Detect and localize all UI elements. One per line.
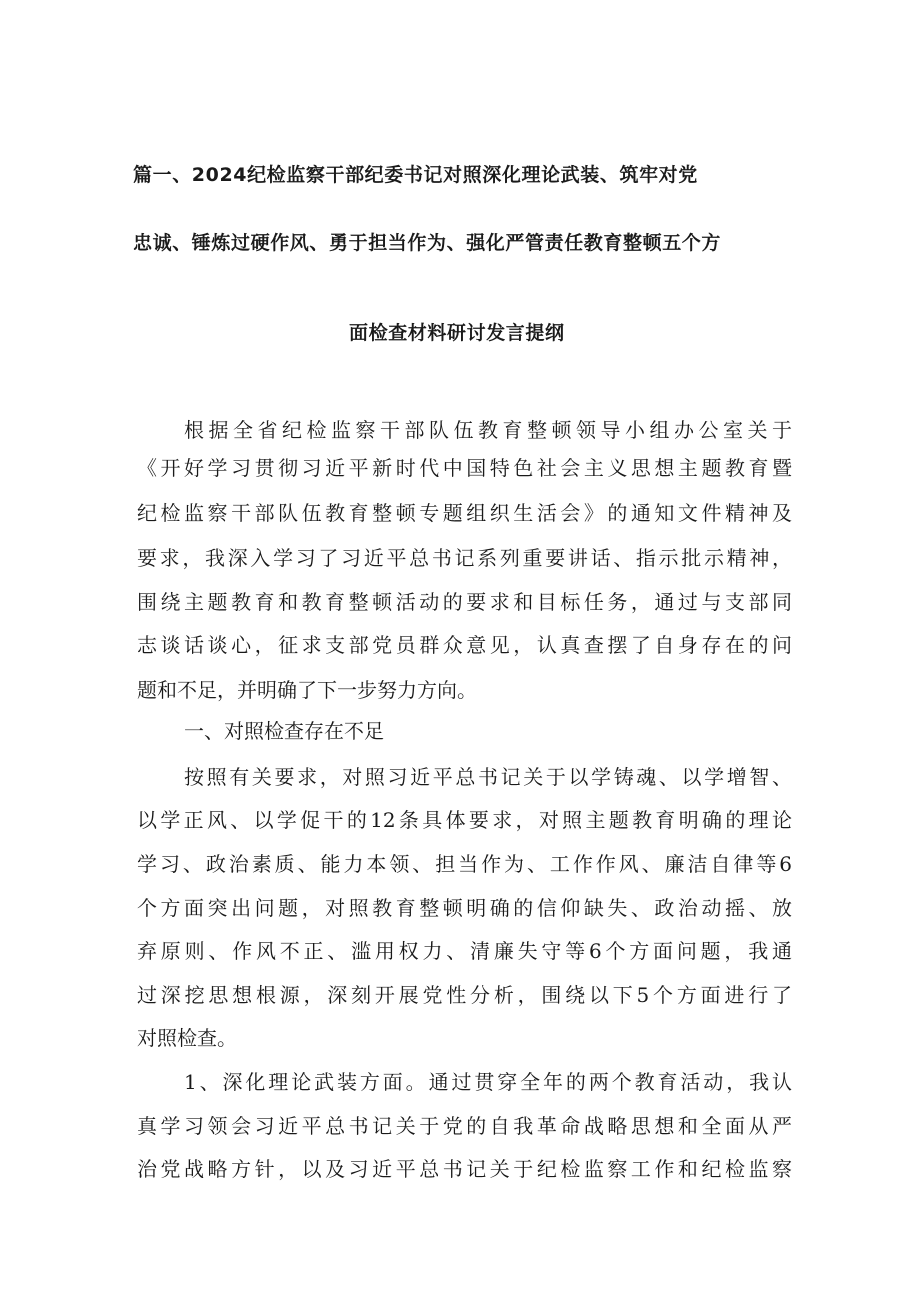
paragraph-line: 弃原则、作风不正、滥用权力、清廉失守等6个方面问题，我通 <box>137 939 792 963</box>
section-heading: 一、对照检查存在不足 <box>184 719 384 743</box>
title-line-1: 篇一、2024纪检监察干部纪委书记对照深化理论武装、筑牢对党 <box>133 164 698 186</box>
paragraph-line: 个方面突出问题，对照教育整顿明确的信仰缺失、政治动摇、放 <box>137 896 792 920</box>
paragraph-line: 以学正风、以学促干的12条具体要求，对照主题教育明确的理论 <box>137 808 792 832</box>
paragraph-line: 按照有关要求，对照习近平总书记关于以学铸魂、以学增智、 <box>184 765 792 789</box>
paragraph-line: 根据全省纪检监察干部队伍教育整顿领导小组办公室关于 <box>184 418 792 442</box>
paragraph-line: 学习、政治素质、能力本领、担当作为、工作作风、廉洁自律等6 <box>137 852 792 876</box>
paragraph-line: 对照检查。 <box>137 1026 237 1050</box>
title-line-3: 面检查材料研讨发言提纲 <box>349 322 565 344</box>
paragraph-line: 题和不足，并明确了下一步努力方向。 <box>137 678 477 702</box>
paragraph-line: 治党战略方针，以及习近平总书记关于纪检监察工作和纪检监察 <box>137 1157 792 1181</box>
paragraph-line: 围绕主题教育和教育整顿活动的要求和目标任务，通过与支部同 <box>137 590 792 614</box>
paragraph-line: 真学习领会习近平总书记关于党的自我革命战略思想和全面从严 <box>137 1114 792 1138</box>
paragraph-line: 《开好学习贯彻习近平新时代中国特色社会主义思想主题教育暨 <box>137 456 792 480</box>
paragraph-line: 志谈话谈心，征求支部党员群众意见，认真查摆了自身存在的问 <box>137 633 792 657</box>
paragraph-line: 过深挖思想根源，深刻开展党性分析，围绕以下5个方面进行了 <box>137 983 792 1007</box>
title-line-2: 忠诚、锤炼过硬作风、勇于担当作为、强化严管责任教育整顿五个方 <box>133 232 722 254</box>
paragraph-line: 1、深化理论武装方面。通过贯穿全年的两个教育活动，我认 <box>184 1070 792 1094</box>
paragraph-line: 要求，我深入学习了习近平总书记系列重要讲话、指示批示精神， <box>137 546 792 570</box>
paragraph-line: 纪检监察干部队伍教育整顿专题组织生活会》的通知文件精神及 <box>137 501 792 525</box>
